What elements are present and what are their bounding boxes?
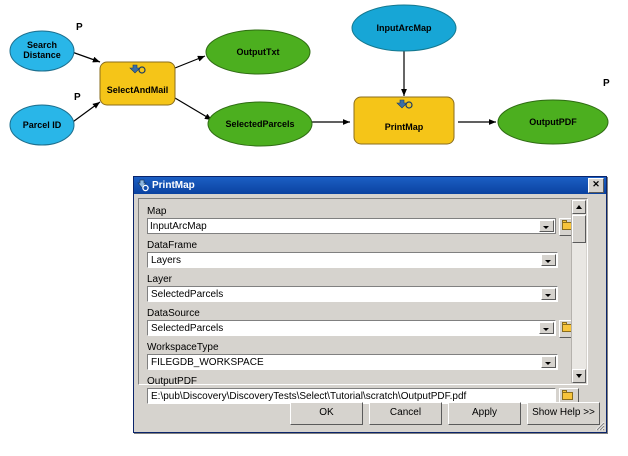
parameters-list	[139, 199, 587, 404]
layer-input[interactable]	[147, 286, 558, 302]
diagram-node-output-txt[interactable]	[206, 30, 310, 74]
parameters-scrollbar[interactable]	[571, 200, 586, 383]
chevron-down-icon-layer[interactable]	[541, 288, 556, 300]
chevron-down-icon-map[interactable]	[539, 220, 554, 232]
dialog-titlebar[interactable]	[134, 177, 606, 194]
diagram-label-output-pdf: OutputPDF	[529, 117, 577, 127]
dialog-body	[134, 194, 606, 432]
apply-button[interactable]: Apply	[448, 402, 521, 425]
parameter-flag-parcel-id: P	[74, 92, 81, 103]
parameters-pane	[138, 198, 588, 402]
field-label-layer: Layer	[147, 274, 173, 285]
diagram-label-output-txt: OutputTxt	[236, 47, 280, 57]
diagram-label-search-distance: Search Distance	[23, 40, 61, 61]
outputpdf-input-value: E:\pub\Discovery\DiscoveryTests\Select\Tutorial\scratch\OutputPDF.pdf	[151, 391, 467, 402]
folder-icon-3	[562, 392, 574, 401]
diagram-node-selected-parcels[interactable]	[208, 102, 312, 146]
scrollbar-thumb[interactable]	[572, 215, 586, 243]
field-label-dataframe: DataFrame	[147, 240, 198, 251]
cancel-button[interactable]: Cancel	[369, 402, 442, 425]
diagram-label-parcel-id: Parcel ID	[22, 120, 62, 130]
field-label-map: Map	[147, 206, 167, 217]
ok-button[interactable]: OK	[290, 402, 363, 425]
field-outputpdf	[147, 376, 579, 404]
field-map	[147, 206, 579, 234]
layer-input-value: SelectedParcels	[151, 289, 224, 300]
diagram-label-print-map: PrintMap	[384, 122, 424, 132]
dialog-title: PrintMap	[152, 180, 195, 191]
diagram-node-search-distance[interactable]	[10, 31, 74, 71]
workspacetype-input[interactable]	[147, 354, 558, 370]
printmap-dialog[interactable]	[133, 176, 607, 433]
parameter-flag-output-pdf: P	[603, 78, 610, 89]
field-label-datasource: DataSource	[147, 308, 200, 319]
chevron-down-icon-datasource[interactable]	[539, 322, 554, 334]
diagram-label-input-arc-map: InputArcMap	[376, 23, 432, 33]
close-icon[interactable]: ✕	[588, 178, 604, 193]
diagram-node-input-arc-map[interactable]	[352, 5, 456, 51]
field-dataframe	[147, 240, 579, 268]
workspacetype-input-value: FILEGDB_WORKSPACE	[151, 357, 264, 368]
show-help-button[interactable]: Show Help >>	[527, 402, 600, 425]
scroll-up-button[interactable]	[572, 200, 586, 214]
scroll-down-button[interactable]	[572, 369, 586, 383]
model-diagram-canvas	[0, 0, 628, 175]
field-label-workspacetype: WorkspaceType	[147, 342, 219, 353]
diagram-label-selected-parcels: SelectedParcels	[225, 119, 295, 129]
diagram-node-output-pdf[interactable]	[498, 100, 608, 144]
map-input[interactable]	[147, 218, 556, 234]
resize-grip[interactable]	[593, 419, 605, 431]
datasource-input[interactable]	[147, 320, 556, 336]
field-workspacetype	[147, 342, 579, 370]
dataframe-input-value: Layers	[151, 255, 182, 266]
field-layer	[147, 274, 579, 302]
diagram-node-parcel-id[interactable]	[10, 105, 74, 145]
map-input-value: InputArcMap	[150, 221, 207, 232]
field-label-outputpdf: OutputPDF	[147, 376, 198, 387]
dataframe-input[interactable]	[147, 252, 558, 268]
geoprocessing-tool-icon	[136, 179, 149, 192]
diagram-label-select-and-mail: SelectAndMail	[106, 85, 169, 95]
chevron-down-icon-dataframe[interactable]	[541, 254, 556, 266]
dialog-button-row	[134, 402, 600, 425]
parameter-flag-search-distance: P	[76, 22, 83, 33]
datasource-input-value: SelectedParcels	[151, 323, 224, 334]
chevron-down-icon-workspacetype[interactable]	[541, 356, 556, 368]
field-datasource	[147, 308, 579, 336]
